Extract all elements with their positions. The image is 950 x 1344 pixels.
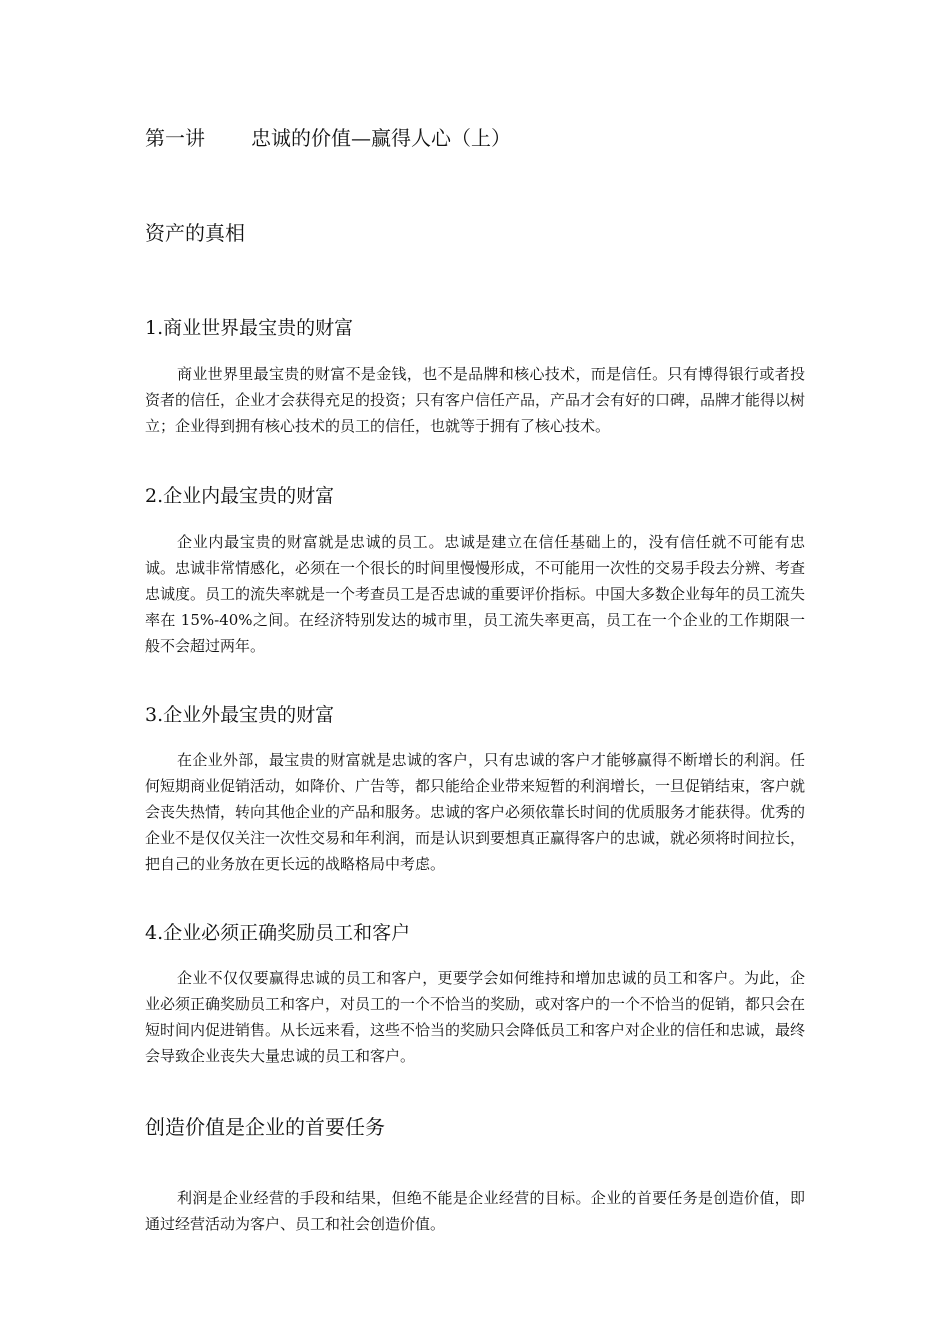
lecture-number: 第一讲: [145, 126, 205, 150]
part-heading-value-creation: 创造价值是企业的首要任务: [145, 1115, 385, 1139]
section-1-body: 商业世界里最宝贵的财富不是金钱，也不是品牌和核心技术，而是信任。只有博得银行或者投资者的信任，企业才会获得充足的投资；只有客户信任产品，产品才会有好的口碑，品牌才能得以树立；企业得到拥有核心技术的员工的信任，也就等于拥有了核心技术。: [145, 365, 806, 435]
part-heading-assets: 资产的真相: [145, 221, 245, 245]
section-1-heading: 1.商业世界最宝贵的财富: [145, 317, 354, 339]
section-2-body: 企业内最宝贵的财富就是忠诚的员工。忠诚是建立在信任基础上的，没有信任就不可能有忠诚。忠诚非常情感化，必须在一个很长的时间里慢慢形成，不可能用一次性的交易手段去分辨、考查忠诚度。员工的流失率就是一个考查员工是否忠诚的重要评价指标。中国大多数企业每年的员工流失率在 15%-40%之间。在经济特别发达的城市里，员工流失率更高，员工在一个企业的工作期限一般不会超过两年。: [145, 533, 806, 655]
lecture-title: [145, 124, 511, 152]
section-2-heading: 2.企业内最宝贵的财富: [145, 485, 335, 507]
section-4-heading: 4.企业必须正确奖励员工和客户: [145, 922, 411, 944]
section-4-body: 企业不仅仅要赢得忠诚的员工和客户，更要学会如何维持和增加忠诚的员工和客户。为此，企业必须正确奖励员工和客户，对员工的一个不恰当的奖励，或对客户的一个不恰当的促销，都只会在短时间内促进销售。从长远来看，这些不恰当的奖励只会降低员工和客户对企业的信任和忠诚，最终会导致企业丧失大量忠诚的员工和客户。: [145, 969, 806, 1065]
section-3-heading: 3.企业外最宝贵的财富: [145, 704, 335, 726]
section-3-body: 在企业外部，最宝贵的财富就是忠诚的客户，只有忠诚的客户才能够赢得不断增长的利润。任何短期商业促销活动，如降价、广告等，都只能给企业带来短暂的利润增长，一旦促销结束，客户就会丧失热情，转向其他企业的产品和服务。忠诚的客户必须依靠长时间的优质服务才能获得。优秀的企业不是仅仅关注一次性交易和年利润，而是认识到要想真正赢得客户的忠诚，就必须将时间拉长，把自己的业务放在更长远的战略格局中考虑。: [145, 751, 806, 873]
lecture-title-text: 忠诚的价值—赢得人心（上）: [251, 126, 511, 150]
value-creation-body: 利润是企业经营的手段和结果，但绝不能是企业经营的目标。企业的首要任务是创造价值，即通过经营活动为客户、员工和社会创造价值。: [145, 1189, 805, 1233]
